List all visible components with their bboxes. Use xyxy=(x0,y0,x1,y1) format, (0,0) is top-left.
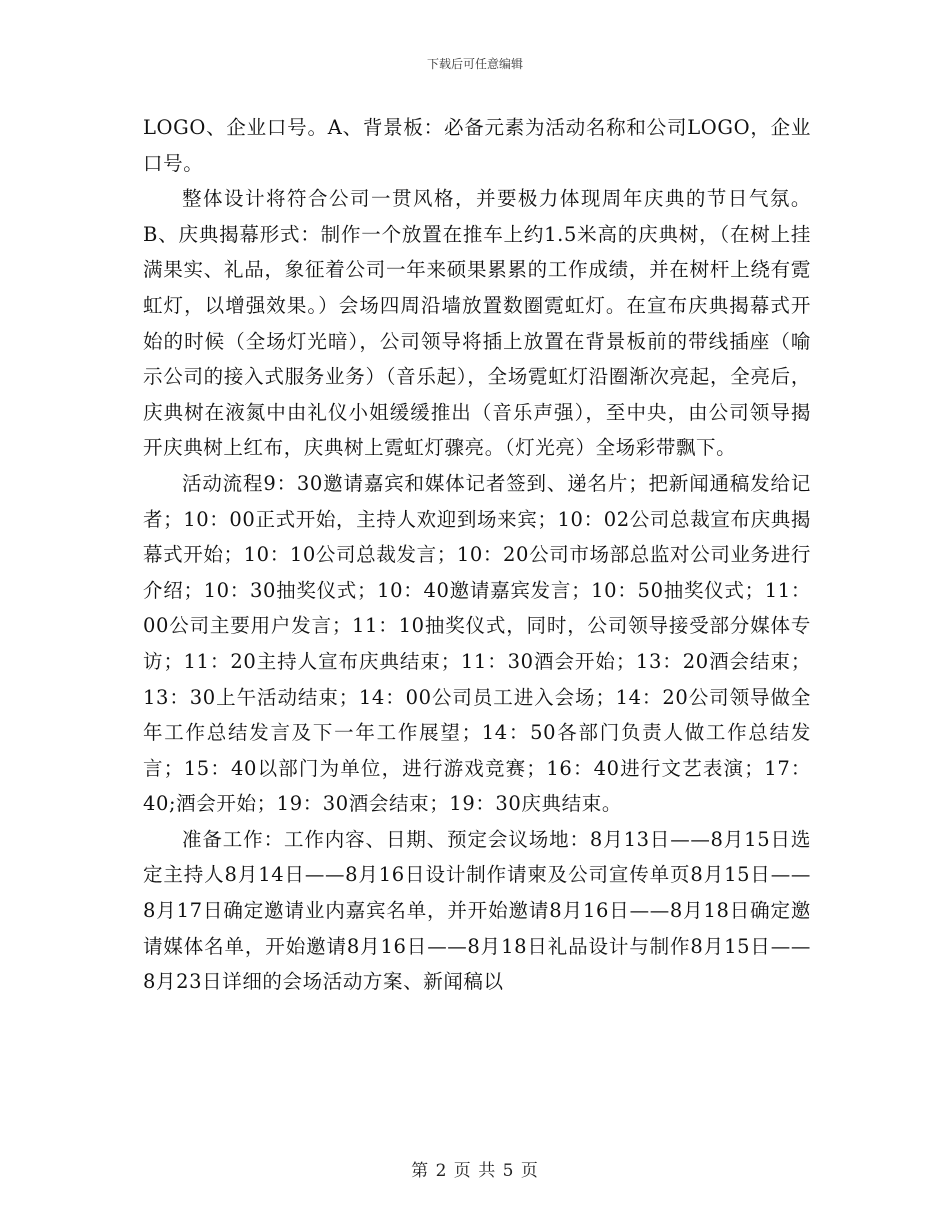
paragraph-event-schedule: 活动流程9：30邀请嘉宾和媒体记者签到、递名片；把新闻通稿发给记者；10：00正式开始，主持人欢迎到场来宾；10：02公司总裁宣布庆典揭幕式开始；10：10公司总裁发言；10：20公司市场部总监对公司业务进行介绍；10：30抽奖仪式；10：40邀请嘉宾发言；10：50抽奖仪式；11：00公司主要用户发言；11：10抽奖仪式，同时，公司领导接受部分媒体专访；11：20主持人宣布庆典结束；11：30酒会开始；13：20酒会结束；13：30上午活动结束；14：00公司员工进入会场；14：20公司领导做全年工作总结发言及下一年工作展望；14：50各部门负责人做工作总结发言；15：40以部门为单位，进行游戏竞赛；16：40进行文艺表演；17：40;酒会开始；19：30酒会结束；19：30庆典结束。 xyxy=(143,471,811,816)
paragraph-design-and-unveiling: 整体设计将符合公司一贯风格，并要极力体现周年庆典的节日气氛。B、庆典揭幕形式：制作一个放置在推车上约1.5米高的庆典树，（在树上挂满果实、礼品，象征着公司一年来硕果累累的工作成绩，并在树杆上绕有霓虹灯，以增强效果。）会场四周沿墙放置数圈霓虹灯。在宣布庆典揭幕式开始的时候（全场灯光暗），公司领导将插上放置在背景板前的带线插座（喻示公司的接入式服务业务）（音乐起），全场霓虹灯沿圈渐次亮起，全亮后，庆典树在液氮中由礼仪小姐缓缓推出（音乐声强），至中央，由公司领导揭开庆典树上红布，庆典树上霓虹灯骤亮。（灯光亮）全场彩带飘下。 xyxy=(143,187,811,460)
paragraph-preparation-work: 准备工作：工作内容、日期、预定会议场地：8月13日——8月15日选定主持人8月14日——8月16日设计制作请柬及公司宣传单页8月15日——8月17日确定邀请业内嘉宾名单，并开始邀请8月16日——8月18日确定邀请媒体名单，开始邀请8月16日——8月18日礼品设计与制作8月15日——8月23日详细的会场活动方案、新闻稿以 xyxy=(143,827,811,994)
paragraph-backdrop-continuation: LOGO、企业口号。A、背景板：必备元素为活动名称和公司LOGO，企业口号。 xyxy=(143,116,811,175)
page-header: 下载后可任意编辑 xyxy=(426,57,523,71)
page-number-footer: 第 2 页 共 5 页 xyxy=(411,1161,539,1181)
document-body xyxy=(143,110,811,1000)
